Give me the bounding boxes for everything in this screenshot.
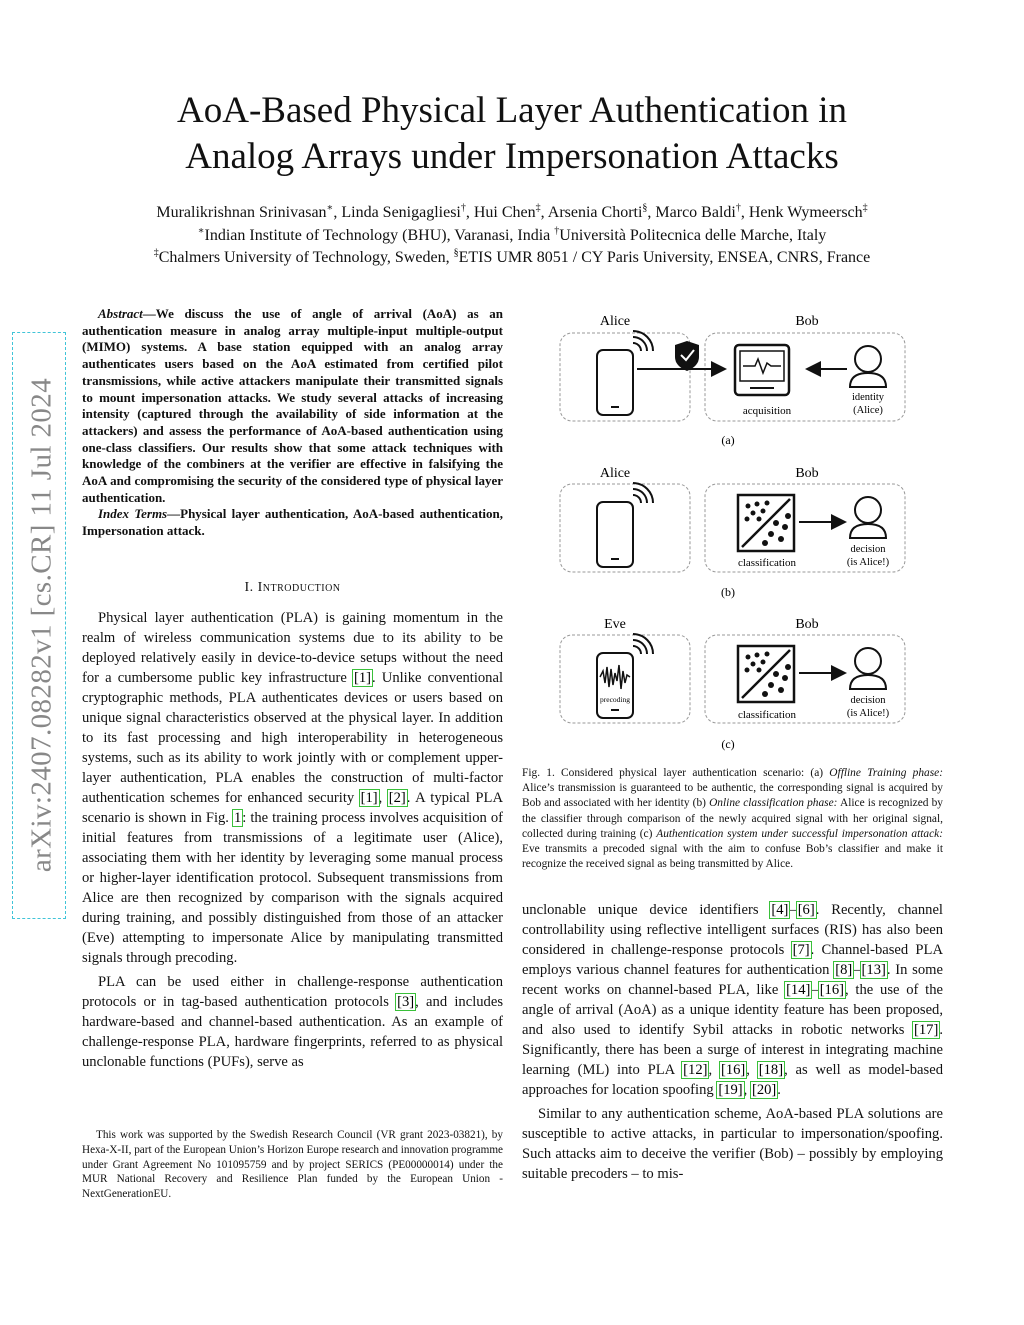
smartphone-precoding-icon bbox=[597, 634, 653, 718]
panel-c-right-title: Bob bbox=[795, 617, 819, 632]
funding-footnote: This work was supported by the Swedish Research Council (VR grant 2023-03821), by Hexa-X-II, part of the European Union’s Horizon Europe research and innovation programme under Grant Agreement No 101095759 and by project SERICS (PE00000014) under the MUR National Recovery and Resilience Plan funded by the European Union - NextGenerationEU. bbox=[82, 1129, 503, 1201]
index-terms-label: Index Terms bbox=[98, 506, 168, 522]
shield-check-icon bbox=[675, 341, 699, 371]
affiliation-line-1: ∗Indian Institute of Technology (BHU), Varanasi, India †Università Politecnica delle Marche, Italy bbox=[197, 225, 827, 244]
classifier-icon bbox=[738, 646, 794, 702]
citation-link[interactable]: [12] bbox=[683, 1062, 708, 1078]
citation-link[interactable]: [6] bbox=[797, 902, 815, 918]
citation-link[interactable]: [4] bbox=[771, 902, 789, 918]
person-icon bbox=[850, 497, 886, 538]
citation-link[interactable]: [2] bbox=[388, 790, 406, 806]
affiliation-line-2: ‡Chalmers University of Technology, Sweden, §ETIS UMR 8051 / CY Paris University, ENSEA, CNRS, France bbox=[153, 247, 871, 266]
panel-b-box2-line2: (is Alice!) bbox=[846, 557, 890, 568]
figure-link[interactable]: 1 bbox=[233, 810, 242, 826]
right-body bbox=[522, 900, 943, 1184]
figure-1-svg bbox=[545, 305, 925, 760]
panel-a-label: (a) bbox=[721, 433, 735, 447]
right-paragraph-1: unclonable unique device identifiers [4]–[6]. Recently, channel controllability using reflective intelligent surfaces (RIS) has also been considered in challenge-response protocols [7]. Channel-based PLA employs various channel features for authentication [8]–[13]. In some recent works on channel-based PLA, like [14]–[16], the use of the angle of arrival (AoA) as a unique identity feature has been proposed, and also used to identify Sybil attacks in robotic networks [17]. Significantly, there has been a surge of interest in integrating machine learning (ML) into PLA [12], [16], [18], as well as model-based approaches for location spoofing [19], [20]. bbox=[522, 902, 943, 1098]
right-paragraph-2: Similar to any authentication scheme, AoA-based PLA solutions are susceptible to active attacks, in particular to impersonation/spoofing. Such attacks aim to deceive the verifier (Bob) – possibly by employing suitable precoders – to mis- bbox=[522, 1106, 943, 1182]
abstract-label: Abstract bbox=[98, 306, 143, 321]
citation-link[interactable]: [14] bbox=[786, 982, 811, 998]
intro-paragraph-2: PLA can be used either in challenge-response authentication protocols or in tag-based authentication protocols [3], and includes hardware-based and channel-based authentication. As an example of challenge-response PLA, hardware fingerprints, referred to as physical unclonable functions (PUFs), serve as bbox=[82, 974, 503, 1070]
citation-link[interactable]: [17] bbox=[914, 1022, 939, 1038]
author-list: Muralikrishnan Srinivasan∗, Linda Senigagliesi†, Hui Chen‡, Arsenia Chorti§, Marco Baldi†, Henk Wymeersch‡ bbox=[156, 202, 868, 221]
section-heading: I. Introduction bbox=[244, 580, 341, 595]
figure-caption: Fig. 1. Considered physical layer authentication scenario: (a) Offline Training phase: Alice’s transmission is guaranteed to be authentic, the corresponding signal is acquired by Bob and associated with her identity (b) Online classification phase: Alice is recognized by the classifier through comparison of the newly acquired signal with her original signal, collected during training (c) Authentication system under successful impersonation attack: Eve transmits a precoded signal with the aim to confuse Bob’s classifier and make it recognize the received signal as being transmitted by Alice. bbox=[522, 767, 944, 871]
left-body bbox=[82, 608, 503, 1072]
citation-link[interactable]: [8] bbox=[835, 962, 853, 978]
panel-c-box1-label: classification bbox=[737, 709, 797, 721]
citation-link[interactable]: [1] bbox=[353, 670, 371, 686]
citation-link[interactable]: [7] bbox=[792, 942, 810, 958]
intro-paragraph-1: Physical layer authentication (PLA) is gaining momentum in the realm of wireless communication systems due to its ability to be deployed relatively easily in device-to-device setups without the need for a cumbersome public key infrastructure [1]. Unlike conventional cryptographic methods, PLA authenticates devices or users based on unique signal characteristics observed at the physical layer. In addition to its fast processing and high interoperability in heterogeneous systems, such as its ability to work jointly with or complement upper-layer authentication, PLA enables the construction of multi-factor authentication schemes for enhanced security [1], [2]. A typical PLA scenario is shown in Fig. 1: the training process involves acquisition of initial features from transmissions of a legitimate user (Alice), associating them with her identity by leveraging some manual process or higher-layer identification protocol. Subsequent transmissions from Alice are then recognized by comparison with the signals acquired during training, and possibly distinguished from those of an attacker (Eve) attempting to impersonate Alice by manipulating transmitted signals through precoding. bbox=[82, 610, 503, 966]
panel-b-left-title: Alice bbox=[599, 466, 631, 481]
panel-c-left-title: Eve bbox=[604, 617, 626, 632]
smartphone-icon bbox=[597, 331, 653, 415]
panel-c-device-text: precoding bbox=[600, 695, 630, 704]
abstract bbox=[82, 306, 503, 540]
citation-link[interactable]: [18] bbox=[758, 1062, 784, 1078]
panel-b-box2-line1: decision bbox=[850, 544, 886, 555]
panel-c-box2-line1: decision bbox=[850, 695, 886, 706]
citation-link[interactable]: [13] bbox=[861, 962, 886, 978]
panel-a-box2-line1: identity bbox=[851, 392, 885, 403]
panel-c-label: (c) bbox=[721, 737, 735, 751]
panel-a bbox=[560, 314, 905, 447]
person-icon bbox=[850, 648, 886, 689]
panel-c-box2-line2: (is Alice!) bbox=[846, 708, 890, 719]
paper-title bbox=[0, 88, 1024, 180]
panel-b-label: (b) bbox=[721, 585, 735, 599]
panel-a-left-title: Alice bbox=[599, 314, 631, 329]
panel-c bbox=[560, 617, 905, 751]
title-line-2: Analog Arrays under Impersonation Attacks bbox=[185, 136, 839, 177]
citation-link[interactable]: [19] bbox=[718, 1082, 743, 1098]
citation-link[interactable]: [16] bbox=[720, 1062, 746, 1078]
monitor-icon bbox=[735, 345, 789, 395]
citation-link[interactable]: [1] bbox=[360, 790, 378, 806]
panel-b bbox=[560, 466, 905, 599]
citation-link[interactable]: [16] bbox=[819, 982, 845, 998]
panel-a-box2-line2: (Alice) bbox=[853, 405, 883, 416]
classifier-icon bbox=[738, 495, 794, 551]
panel-a-right-title: Bob bbox=[795, 314, 819, 329]
index-terms-text: —Physical layer authentication, AoA-based authentication, Impersonation attack. bbox=[82, 506, 503, 539]
figure-1 bbox=[545, 305, 925, 760]
citation-link[interactable]: [3] bbox=[397, 994, 415, 1010]
arxiv-stamp[interactable] bbox=[12, 332, 66, 919]
citation-link[interactable]: [20] bbox=[751, 1082, 777, 1098]
panel-b-box1-label: classification bbox=[737, 557, 797, 569]
abstract-text: —We discuss the use of angle of arrival (AoA) as an authentication measure in analog array multiple-input multiple-output (MIMO) systems. A base station equipped with an analog array authenticates users based on the AoA estimated from certified pilot transmissions, while active attackers manipulate their transmitted signals to mount impersonation attacks. We study several attacks of increasing intensity (captured through the availability of side information at the attackers) and assess the performance of AoA-based authentication using one-class classifiers. Our results show that some attack techniques with knowledge of the combiners at the verifier are effective in falsifying the AoA and compromising the security of the considered type of physical layer authentication. bbox=[82, 306, 503, 505]
person-icon bbox=[850, 346, 886, 387]
panel-a-box1-label: acquisition bbox=[742, 405, 792, 417]
smartphone-icon bbox=[597, 483, 653, 567]
title-line-1: AoA-Based Physical Layer Authentication in bbox=[177, 90, 847, 131]
arxiv-id: arXiv:2407.08282v1 [cs.CR] 11 Jul 2024 bbox=[25, 377, 58, 873]
panel-b-right-title: Bob bbox=[795, 466, 819, 481]
